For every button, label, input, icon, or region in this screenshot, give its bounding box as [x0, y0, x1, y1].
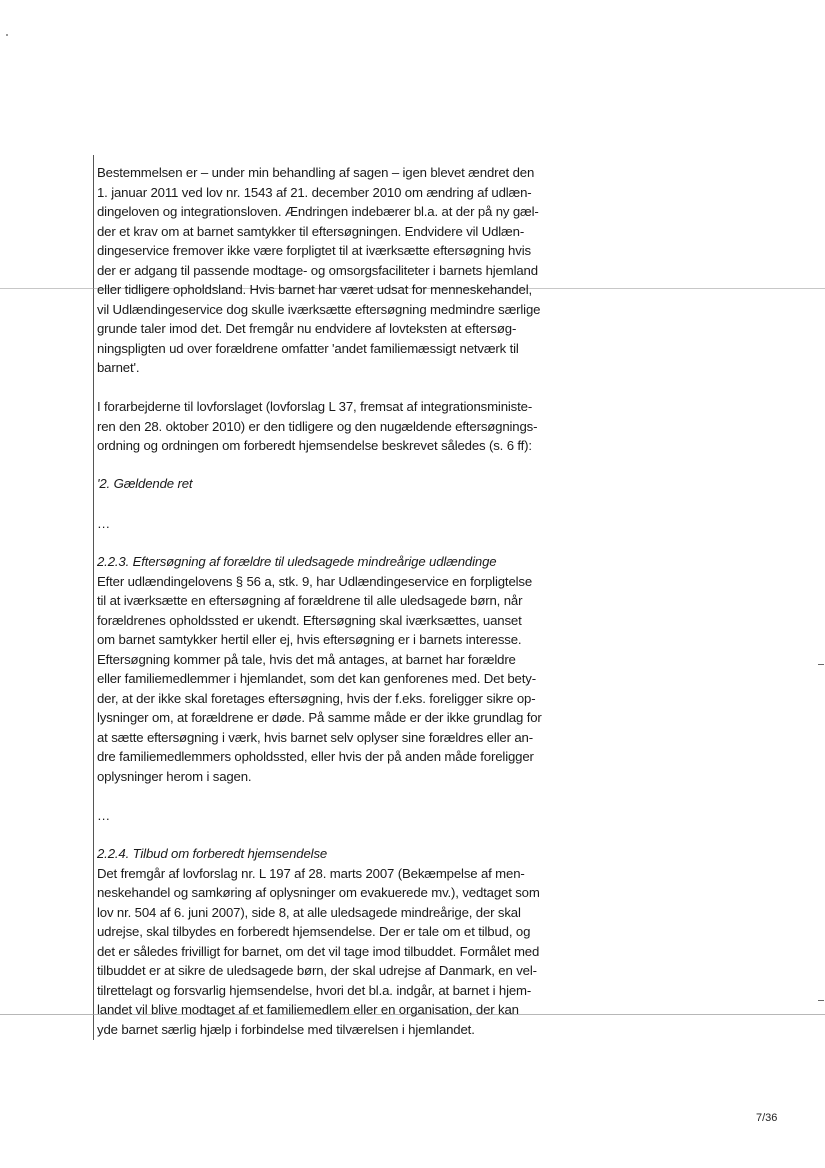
text-line: dre familiemedlemmers opholdssted, eller hvis der på anden måde foreligger	[97, 749, 534, 764]
scan-speck	[6, 34, 8, 36]
text-line: ren den 28. oktober 2010) er den tidligere og den nugældende eftersøgnings-	[97, 418, 538, 434]
section-heading: 2.2.4. Tilbud om forberedt hjemsendelse	[97, 846, 328, 861]
text-line: om barnet samtykker hertil eller ej, hvis eftersøgning er i barnets interesse.	[97, 632, 522, 647]
text-line: oplysninger herom i sagen.	[97, 768, 252, 784]
text-line: landet vil blive modtaget af et familiemedlem eller en organisation, der kan	[97, 1002, 519, 1017]
text-line: dingeservice fremover ikke være forpligtet til at iværksætte eftersøgning hvis	[97, 243, 531, 258]
text-line: vil Udlændingeservice dog skulle iværksætte eftersøgning medmindre særlige	[97, 301, 541, 317]
edge-tick-mark	[818, 1000, 824, 1001]
text-line: eller familiemedlemmer i hjemlandet, som det kan genforenes med. Det bety-	[97, 671, 536, 686]
text-line: neskehandel og samkøring af oplysninger om evakuerede mv.), vedtaget som	[97, 885, 540, 900]
page-number: 7/36	[756, 1112, 778, 1124]
text-line: til at iværksætte en eftersøgning af forældrene til alle uledsagede børn, når	[97, 593, 523, 608]
ellipsis-text: …	[97, 808, 111, 823]
text-line: der er adgang til passende modtage- og omsorgsfaciliteter i barnets hjemland	[97, 262, 538, 278]
text-line: tilbuddet er at sikre de uledsagede børn, der skal udrejse af Danmark, en vel-	[97, 963, 537, 978]
text-line: ordning og ordningen om forberedt hjemsendelse beskrevet således (s. 6 ff):	[97, 438, 532, 453]
section-2-2-3	[97, 552, 587, 786]
section-2-2-4	[97, 844, 587, 1039]
edge-tick-mark	[818, 664, 824, 665]
text-line: 1. januar 2011 ved lov nr. 1543 af 21. december 2010 om ændring af udlæn-	[97, 184, 532, 200]
text-line: ningspligten ud over forældrene omfatter 'andet familiemæssigt netværk til	[97, 340, 519, 356]
text-line: at sætte eftersøgning i værk, hvis barnet selv oplyser sine forældres eller an-	[97, 729, 533, 745]
text-line: forældrenes opholdssted er ukendt. Eftersøgning skal iværksættes, uanset	[97, 612, 522, 628]
text-line: dingeloven og integrationsloven. Ændringen indebærer bl.a. at der på ny gæl-	[97, 204, 539, 219]
text-line: Bestemmelsen er – under min behandling af sagen – igen blevet ændret den	[97, 165, 535, 180]
text-line: Efter udlændingelovens § 56 a, stk. 9, har Udlændingeservice en forpligtelse	[97, 573, 533, 589]
text-line: yde barnet særlig hjælp i forbindelse med tilværelsen i hjemlandet.	[97, 1021, 475, 1037]
text-line: udrejse, skal tilbydes en forberedt hjemsendelse. Der er tale om et tilbud, og	[97, 924, 531, 939]
quote-heading-current-law	[97, 474, 587, 494]
text-line: det er således frivilligt for barnet, om det vil tage imod tilbuddet. Formålet med	[97, 943, 540, 959]
omission-ellipsis	[97, 806, 587, 826]
ellipsis-text: …	[97, 516, 111, 531]
heading-text: '2. Gældende ret	[97, 476, 193, 491]
text-line: der, at der ikke skal foretages eftersøgning, hvis der f.eks. foreligger sikre op-	[97, 690, 536, 706]
text-line: eller tidligere opholdsland. Hvis barnet har været udsat for menneskehandel,	[97, 282, 533, 297]
text-line: Det fremgår af lovforslag nr. L 197 af 28. marts 2007 (Bekæmpelse af men-	[97, 865, 525, 881]
text-line: der et krav om at barnet samtykker til eftersøgningen. Endvidere vil Udlæn-	[97, 223, 525, 239]
text-line: lov nr. 504 af 6. juni 2007), side 8, at alle uledsagede mindreårige, der skal	[97, 904, 521, 920]
text-line: lysninger om, at forældrene er døde. På samme måde er der ikke grundlag for	[97, 710, 542, 725]
paragraph-preparatory-works	[97, 397, 587, 456]
text-line: tilrettelagt og forsvarlig hjemsendelse, hvori det bl.a. indgår, at barnet i hjem-	[97, 982, 532, 998]
text-line: I forarbejderne til lovforslaget (lovforslag L 37, fremsat af integrationsministe-	[97, 399, 533, 414]
section-heading: 2.2.3. Eftersøgning af forældre til uledsagede mindreårige udlændinge	[97, 554, 497, 569]
text-line: barnet'.	[97, 360, 140, 375]
text-line: Eftersøgning kommer på tale, hvis det må antages, at barnet har forældre	[97, 651, 516, 667]
paragraph-amendment-2011	[97, 163, 587, 378]
omission-ellipsis	[97, 514, 587, 534]
text-line: grunde taler imod det. Det fremgår nu endvidere af lovteksten at eftersøg-	[97, 321, 517, 336]
